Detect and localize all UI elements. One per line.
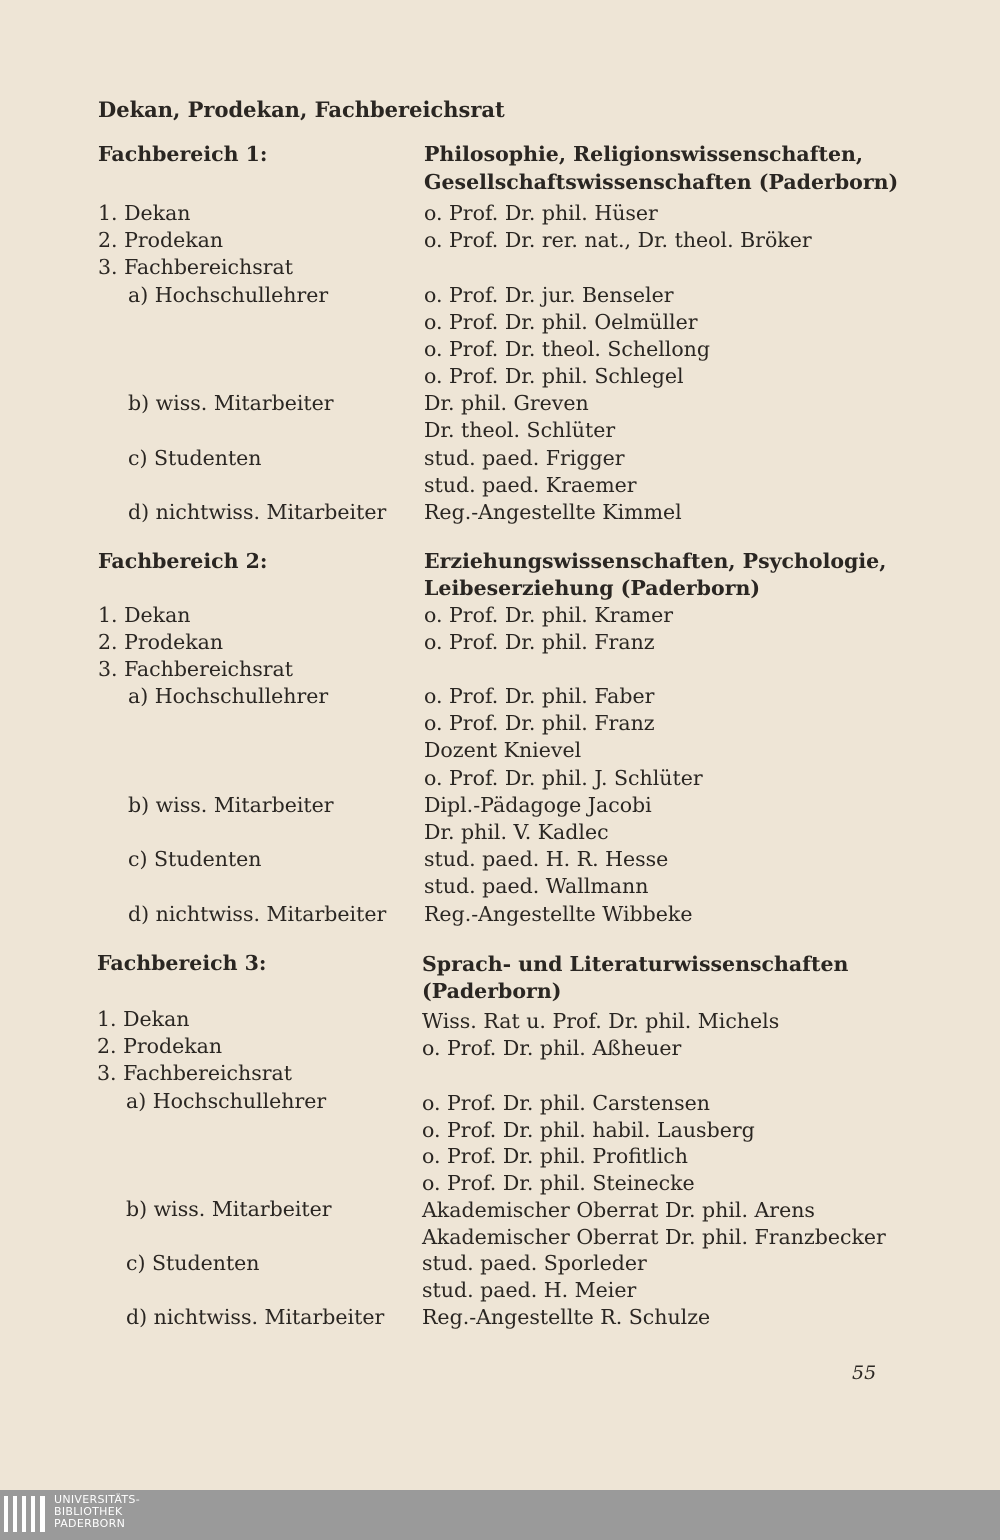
section-2-role-prodekan: 2. Prodekan [98,630,224,654]
section-1-person-prodekan: o. Prof. Dr. rer. nat., Dr. theol. Bröker [424,228,812,252]
library-logo-line-1: UNIVERSITÄTS- [54,1493,140,1506]
section-2-person: Dr. phil. V. Kadlec [424,820,609,844]
section-1-person: o. Prof. Dr. jur. Benseler [424,283,674,307]
section-3-role-nichtwiss-mitarbeiter: d) nichtwiss. Mitarbeiter [126,1305,385,1329]
section-2-person: o. Prof. Dr. phil. Franz [424,711,655,735]
section-3-person: Akademischer Oberrat Dr. phil. Arens [422,1198,815,1222]
section-2-label: Fachbereich 2: [98,549,268,573]
section-3-person: o. Prof. Dr. phil. Carstensen [422,1091,710,1115]
section-3-role-hochschullehrer: a) Hochschullehrer [126,1089,327,1113]
section-1-person: o. Prof. Dr. phil. Schlegel [424,364,684,388]
library-logo-line-2: BIBLIOTHEK [54,1505,123,1518]
section-1-role-studenten: c) Studenten [128,446,262,470]
section-2-person: Reg.-Angestellte Wibbeke [424,902,693,926]
section-1-person: stud. paed. Frigger [424,446,625,470]
section-3-role-prodekan: 2. Prodekan [97,1034,223,1058]
section-2-role-hochschullehrer: a) Hochschullehrer [128,684,329,708]
section-1-label: Fachbereich 1: [98,142,268,166]
section-1-role-fachbereichsrat: 3. Fachbereichsrat [98,255,294,279]
section-1-person: Dr. theol. Schlüter [424,418,616,442]
page-title: Dekan, Prodekan, Fachbereichsrat [98,97,505,122]
section-1-person: o. Prof. Dr. theol. Schellong [424,337,710,361]
section-2-role-nichtwiss-mitarbeiter: d) nichtwiss. Mitarbeiter [128,902,387,926]
section-3-person: o. Prof. Dr. phil. Steinecke [422,1171,695,1195]
section-1-person-dekan: o. Prof. Dr. phil. Hüser [424,201,658,225]
section-1-role-hochschullehrer: a) Hochschullehrer [128,283,329,307]
section-2-name-line-1: Erziehungswissenschaften, Psychologie, [424,549,887,573]
page-number: 55 [852,1362,877,1384]
section-3-name-line-1: Sprach- und Literaturwissenschaften [422,952,849,976]
section-2-name-line-2: Leibeserziehung (Paderborn) [424,576,761,600]
section-3-role-fachbereichsrat: 3. Fachbereichsrat [97,1061,293,1085]
library-logo-text [54,1494,140,1530]
section-1-name-line-1: Philosophie, Religionswissenschaften, [424,142,864,166]
section-2-role-studenten: c) Studenten [128,847,262,871]
section-3-role-dekan: 1. Dekan [97,1007,190,1031]
section-2-role-wiss-mitarbeiter: b) wiss. Mitarbeiter [128,793,334,817]
section-2-person-prodekan: o. Prof. Dr. phil. Franz [424,630,655,654]
section-3-name-line-2: (Paderborn) [422,979,562,1003]
section-3-label: Fachbereich 3: [97,951,267,975]
section-3-person: Akademischer Oberrat Dr. phil. Franzbecker [422,1225,886,1249]
section-3-person-dekan: Wiss. Rat u. Prof. Dr. phil. Michels [422,1009,780,1033]
section-2-person: Dipl.-Pädagoge Jacobi [424,793,652,817]
section-1-person: Reg.-Angestellte Kimmel [424,500,682,524]
section-3-person: stud. paed. H. Meier [422,1278,637,1302]
section-1-role-prodekan: 2. Prodekan [98,228,224,252]
section-1-person: Dr. phil. Greven [424,391,589,415]
library-logo-icon [4,1496,48,1532]
section-2-person: o. Prof. Dr. phil. Faber [424,684,655,708]
section-3-person: o. Prof. Dr. phil. habil. Lausberg [422,1118,755,1142]
section-1-role-dekan: 1. Dekan [98,201,191,225]
library-logo-line-3: PADERBORN [54,1517,126,1530]
section-2-role-fachbereichsrat: 3. Fachbereichsrat [98,657,294,681]
section-2-role-dekan: 1. Dekan [98,603,191,627]
section-3-role-studenten: c) Studenten [126,1251,260,1275]
section-1-person: o. Prof. Dr. phil. Oelmüller [424,310,698,334]
section-1-role-wiss-mitarbeiter: b) wiss. Mitarbeiter [128,391,334,415]
section-2-person-dekan: o. Prof. Dr. phil. Kramer [424,603,674,627]
section-3-person: stud. paed. Sporleder [422,1251,647,1275]
section-3-role-wiss-mitarbeiter: b) wiss. Mitarbeiter [126,1197,332,1221]
library-footer-bar [0,1490,1000,1540]
section-1-role-nichtwiss-mitarbeiter: d) nichtwiss. Mitarbeiter [128,500,387,524]
section-1-name-line-2: Gesellschaftswissenschaften (Paderborn) [424,170,899,194]
section-2-person: Dozent Knievel [424,738,582,762]
section-2-person: o. Prof. Dr. phil. J. Schlüter [424,766,703,790]
section-3-person: o. Prof. Dr. phil. Profitlich [422,1144,688,1168]
section-2-person: stud. paed. Wallmann [424,874,649,898]
section-3-person: Reg.-Angestellte R. Schulze [422,1305,711,1329]
section-2-person: stud. paed. H. R. Hesse [424,847,669,871]
section-1-person: stud. paed. Kraemer [424,473,637,497]
section-3-person-prodekan: o. Prof. Dr. phil. Aßheuer [422,1036,682,1060]
